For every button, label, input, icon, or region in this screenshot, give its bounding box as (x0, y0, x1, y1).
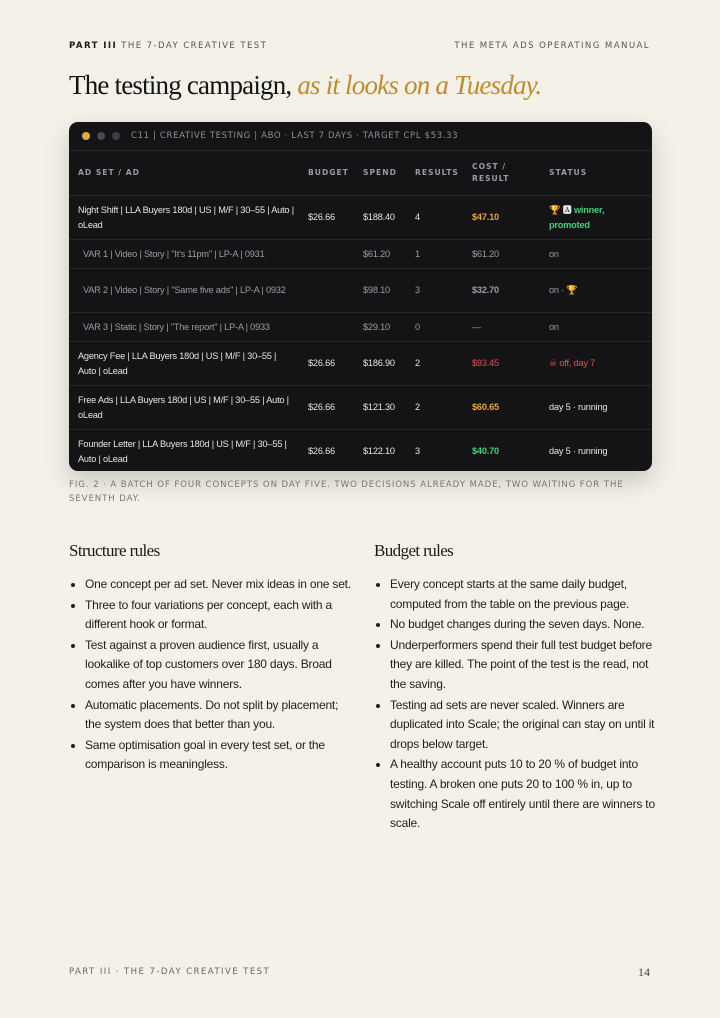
list-item: A healthy account puts 10 to 20 % of budget into testing. A broken one puts 20 to 100 % in, up to switching Scale off entirely until there are winners to scale. (374, 755, 659, 833)
figure-caption: FIG. 2 · A BATCH OF FOUR CONCEPTS ON DAY FIVE. TWO DECISIONS ALREADY MADE, TWO WAITING FOR THE SEVENTH DAY. (69, 480, 624, 504)
table-row[interactable] (69, 430, 652, 472)
structure-rules-list (69, 575, 354, 775)
campaign-table (69, 151, 652, 471)
table-row[interactable] (69, 342, 652, 386)
ad-name: VAR 2 | Video | Story | "Same five ads" | LP-A | 0932 (69, 269, 302, 313)
structure-rules-section (69, 541, 354, 776)
table-row[interactable] (69, 269, 652, 313)
spend-cell: $186.90 (357, 342, 409, 386)
page-number: 14 (638, 964, 650, 979)
spend-cell: $29.10 (357, 313, 409, 342)
status-cell: day 5 · running (549, 446, 608, 456)
budget-cell: $26.66 (302, 386, 357, 430)
cost-cell: $32.70 (466, 269, 543, 313)
status-text: off, day 7 (559, 358, 596, 368)
page-title (69, 70, 541, 101)
budget-cell: $26.66 (302, 196, 357, 240)
list-item: Test against a proven audience first, usually a lookalike of top customers over 180 days. Broad comes after you have winners. (69, 636, 354, 695)
panel-titlebar (69, 122, 652, 151)
window-dot-gray (112, 132, 120, 140)
spend-cell: $188.40 (357, 196, 409, 240)
results-cell: 0 (409, 313, 466, 342)
status-cell (543, 342, 652, 386)
col-header-cost: COST / RESULT (466, 151, 543, 196)
list-item: Same optimisation goal in every test set, or the comparison is meaningless. (69, 736, 354, 775)
col-header-budget: BUDGET (302, 151, 357, 196)
list-item: Every concept starts at the same daily budget, computed from the table on the previous page. (374, 575, 659, 614)
spend-cell: $121.30 (357, 386, 409, 430)
col-header-results: RESULTS (409, 151, 466, 196)
title-accent: as it looks on a Tuesday. (297, 70, 542, 100)
table-row[interactable] (69, 386, 652, 430)
skull-icon: ☠ (549, 358, 558, 368)
status-text: winner, promoted (549, 204, 605, 230)
cost-cell: $60.65 (466, 386, 543, 430)
col-header-adset: AD SET / AD (69, 151, 302, 196)
list-item: Testing ad sets are never scaled. Winners are duplicated into Scale; the original can stay on until it drops below target. (374, 696, 659, 755)
results-cell: 2 (409, 386, 466, 430)
adset-name: Agency Fee | LLA Buyers 180d | US | M/F | 30–55 | Auto | oLead (69, 342, 302, 386)
table-row[interactable] (69, 313, 652, 342)
status-cell: on (543, 240, 652, 269)
status-cell: on (543, 313, 652, 342)
running-header (69, 40, 650, 52)
table-row[interactable] (69, 196, 652, 240)
cost-cell: $93.45 (466, 342, 543, 386)
spend-cell: $61.20 (357, 240, 409, 269)
status-cell: on · 🏆 (543, 269, 652, 313)
window-dot-gray (97, 132, 105, 140)
results-cell: 3 (409, 269, 466, 313)
results-cell: 2 (409, 342, 466, 386)
cost-cell: $40.70 (472, 446, 499, 456)
structure-rules-heading: Structure rules (69, 541, 160, 560)
col-header-status: STATUS (543, 151, 652, 196)
adset-name: Founder Letter | LLA Buyers 180d | US | M/F | 30–55 | Auto | oLead (78, 438, 287, 464)
running-footer (69, 965, 650, 979)
budget-rules-heading: Budget rules (374, 541, 454, 560)
budget-cell: $26.66 (308, 446, 335, 456)
status-cell (543, 196, 652, 240)
table-header-row (69, 151, 652, 196)
header-manual-title: THE META ADS OPERATING MANUAL (454, 41, 650, 51)
trophy-icon: 🏆 🅰 (549, 204, 572, 215)
ad-name: VAR 1 | Video | Story | "It's 11pm" | LP-A | 0931 (69, 240, 302, 269)
cost-cell: $47.10 (466, 196, 543, 240)
adset-name: Free Ads | LLA Buyers 180d | US | M/F | 30–55 | Auto | oLead (69, 386, 302, 430)
budget-cell (302, 269, 357, 313)
status-cell: day 5 · running (543, 386, 652, 430)
budget-cell (302, 313, 357, 342)
footer-label: PART III · THE 7-DAY CREATIVE TEST (69, 967, 271, 977)
results-cell: 4 (409, 196, 466, 240)
spend-cell: $122.10 (363, 446, 395, 456)
ad-name: VAR 3 | Static | Story | "The report" | LP-A | 0933 (69, 313, 302, 342)
list-item: No budget changes during the seven days. None. (374, 615, 659, 635)
budget-rules-list (374, 575, 659, 834)
list-item: One concept per ad set. Never mix ideas in one set. (69, 575, 354, 595)
title-main: The testing campaign, (69, 70, 292, 100)
col-header-spend: SPEND (357, 151, 409, 196)
budget-cell (302, 240, 357, 269)
budget-cell: $26.66 (302, 342, 357, 386)
results-cell: 3 (415, 446, 420, 456)
cost-cell: — (466, 313, 543, 342)
list-item: Underperformers spend their full test budget before they are killed. The point of the test is the read, not the saving. (374, 636, 659, 695)
spend-cell: $98.10 (357, 269, 409, 313)
campaign-table-panel (69, 122, 652, 471)
list-item: Three to four variations per concept, each with a different hook or format. (69, 596, 354, 635)
cost-cell: $61.20 (466, 240, 543, 269)
list-item: Automatic placements. Do not split by placement; the system does that better than you. (69, 696, 354, 735)
results-cell: 1 (409, 240, 466, 269)
header-part: PART III THE 7-DAY CREATIVE TEST (69, 41, 268, 51)
table-row[interactable] (69, 240, 652, 269)
window-dot-amber (82, 132, 90, 140)
panel-caption: C11 | CREATIVE TESTING | ABO · LAST 7 DAYS · TARGET CPL $53.33 (131, 131, 459, 141)
budget-rules-section (374, 541, 659, 835)
adset-name: Night Shift | LLA Buyers 180d | US | M/F | 30–55 | Auto | oLead (69, 196, 302, 240)
